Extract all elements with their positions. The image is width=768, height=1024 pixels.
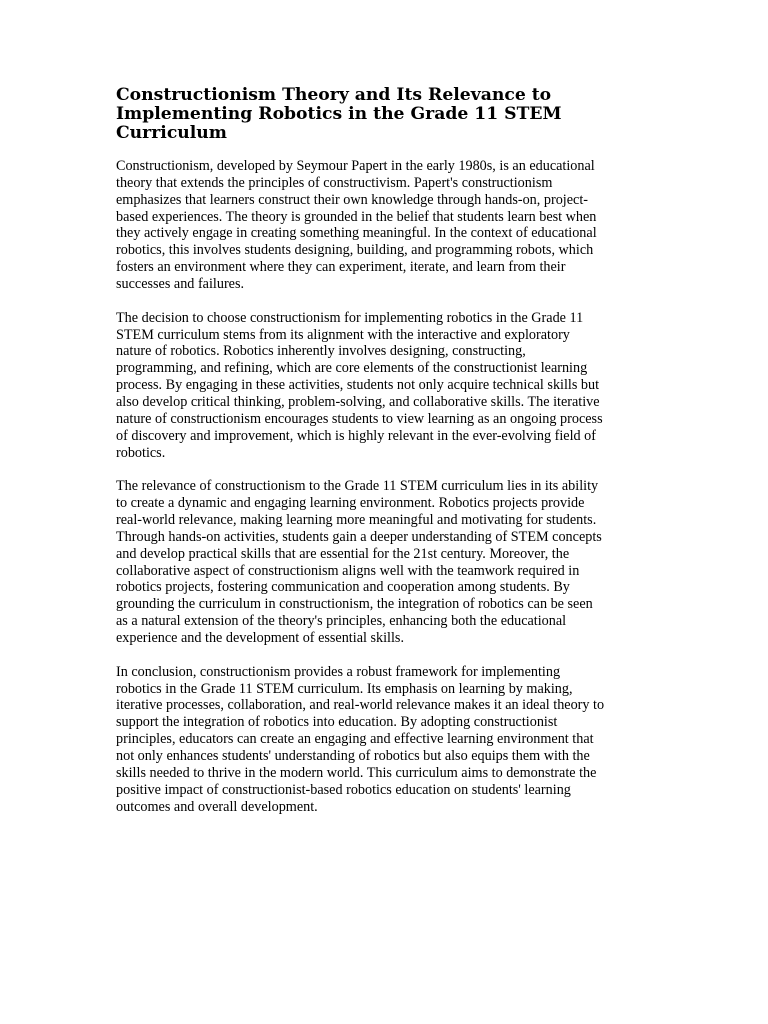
document-body [116,86,656,832]
document-title: Constructionism Theory and Its Relevance to Implementing Robotics in the Grade 11 STEM Curriculum [116,85,562,143]
paragraph-relevance: The relevance of constructionism to the Grade 11 STEM curriculum lies in its ability to create a dynamic and engaging learning environment. Robotics projects provide real-world relevance, making learning more meaningful and motivating for students. Through hands-on activities, students gain a deeper understanding of STEM concepts and develop practical skills that are essential for the 21st century. Moreover, the collaborative aspect of constructionism aligns well with the teamwork required in robotics projects, fostering communication and cooperation among students. By grounding the curriculum in constructionism, the integration of robotics can be seen as a natural extension of the theory's principles, enhancing both the educational experience and the development of essential skills. [116,478,602,646]
paragraph-introduction: Constructionism, developed by Seymour Papert in the early 1980s, is an educational theory that extends the principles of constructivism. Papert's constructionism emphasizes that learners construct their own knowledge through hands-on, project- based experiences. The theory is grounded in the belief that students learn best when they actively engage in creating something meaningful. In the context of educational robotics, this involves students designing, building, and programming robots, which fosters an environment where they can experiment, iterate, and learn from their successes and failures. [116,158,597,292]
paragraph-conclusion: In conclusion, constructionism provides a robust framework for implementing robotics in the Grade 11 STEM curriculum. Its emphasis on learning by making, iterative processes, collaboration, and real-world relevance makes it an ideal theory to support the integration of robotics into education. By adopting constructionist principles, educators can create an engaging and effective learning environment that not only enhances students' understanding of robotics but also equips them with the skills needed to thrive in the modern world. This curriculum aims to demonstrate the positive impact of constructionist-based robotics education on students' learning outcomes and overall development. [116,663,605,815]
paragraph-rationale: The decision to choose constructionism for implementing robotics in the Grade 11 STEM curriculum stems from its alignment with the interactive and exploratory nature of robotics. Robotics inherently involves designing, constructing, programming, and refining, which are core elements of the constructionist learning process. By engaging in these activities, students not only acquire technical skills but also develop critical thinking, problem-solving, and collaborative skills. The iterative nature of constructionism encourages students to view learning as an ongoing process of discovery and improvement, which is highly relevant in the ever-evolving field of robotics. [116,309,603,461]
